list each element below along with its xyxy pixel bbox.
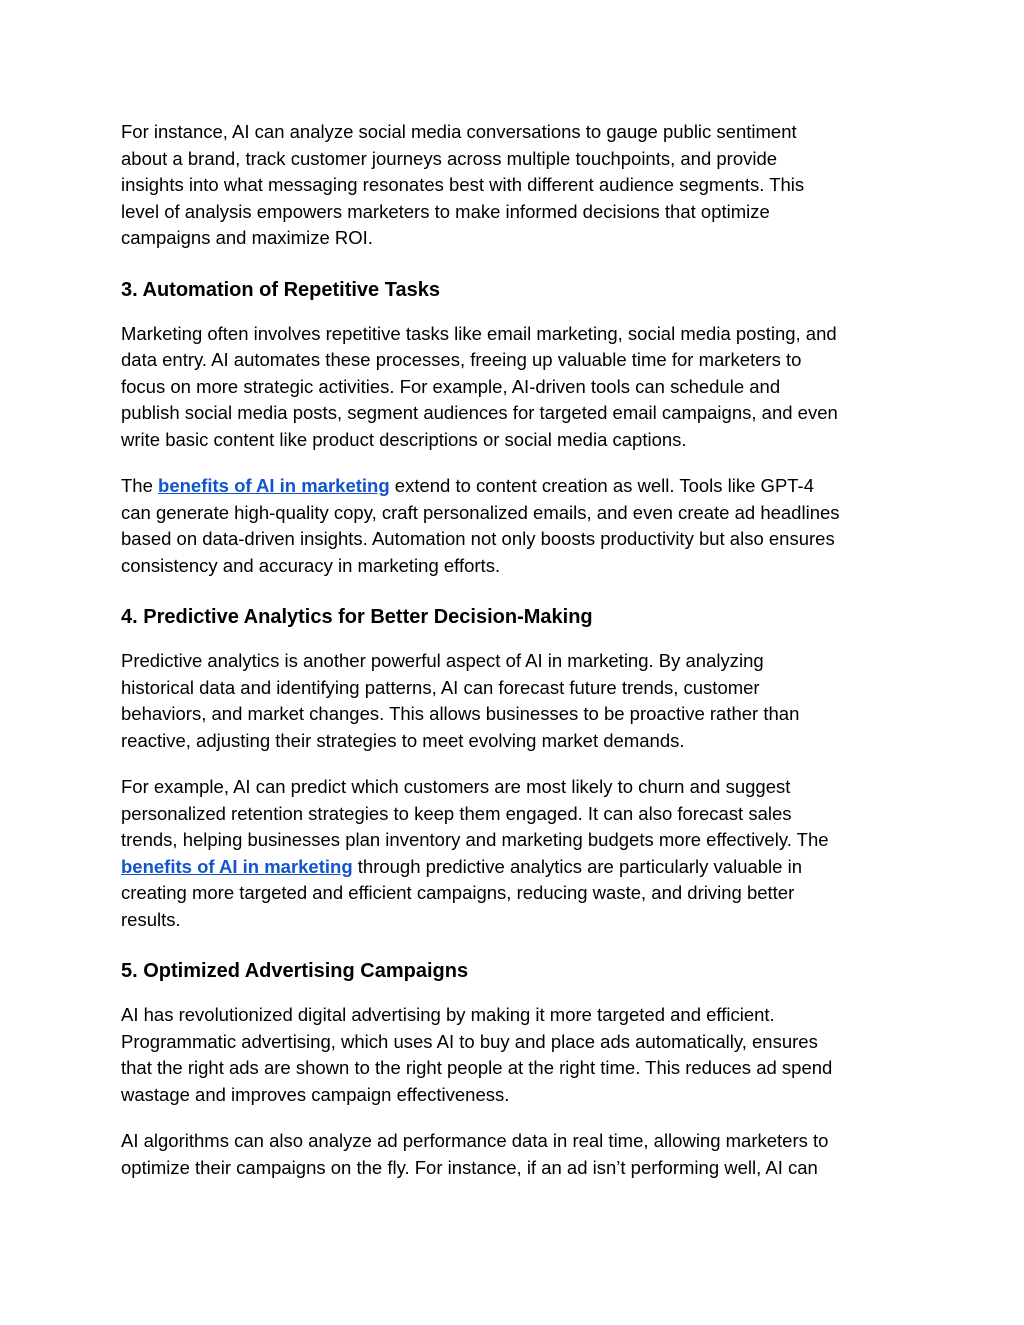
- text-line: campaigns and maximize ROI.: [121, 227, 373, 248]
- paragraph-content-creation: [121, 473, 911, 579]
- paragraph-churn-prediction: [121, 774, 911, 933]
- text-line: focus on more strategic activities. For example, AI-driven tools can schedule and: [121, 375, 781, 397]
- text-line: historical data and identifying patterns, AI can forecast future trends, customer: [121, 676, 760, 698]
- text-line: creating more targeted and efficient campaigns, reducing waste, and driving better: [121, 882, 795, 903]
- text-line: For instance, AI can analyze social media conversations to gauge public sentiment: [121, 121, 797, 142]
- text-line: AI algorithms can also analyze ad performance data in real time, allowing marketers to: [121, 1130, 829, 1151]
- text-line: Programmatic advertising, which uses AI to buy and place ads automatically, ensures: [121, 1030, 818, 1052]
- paragraph-sentiment-analysis: [121, 119, 911, 252]
- text-fragment: The: [121, 475, 159, 496]
- text-line: publish social media posts, segment audiences for targeted email campaigns, and even: [121, 402, 838, 423]
- text-fragment: extend to content creation as well. Tools like GPT-4: [389, 475, 815, 496]
- benefits-ai-marketing-link[interactable]: benefits of AI in marketing: [121, 855, 353, 877]
- text-line: about a brand, track customer journeys across multiple touchpoints, and provide: [121, 147, 778, 169]
- text-line: write basic content like product descriptions or social media captions.: [121, 428, 687, 450]
- text-line: reactive, adjusting their strategies to meet evolving market demands.: [121, 729, 685, 751]
- section-heading-predictive-analytics: 4. Predictive Analytics for Better Decision-Making: [121, 606, 593, 628]
- text-line: results.: [121, 908, 181, 930]
- text-line: Marketing often involves repetitive tasks like email marketing, social media posting, and: [121, 322, 837, 344]
- text-line: optimize their campaigns on the fly. For instance, if an ad isn’t performing well, AI can: [121, 1156, 818, 1178]
- paragraph-programmatic-advertising: [121, 1002, 911, 1108]
- paragraph-predictive-analytics: [121, 648, 911, 754]
- text-fragment: through predictive analytics are particularly valuable in: [352, 855, 802, 877]
- text-line: wastage and improves campaign effectiveness.: [121, 1083, 510, 1105]
- text-line: For example, AI can predict which customers are most likely to churn and suggest: [121, 776, 791, 797]
- section-heading-automation: 3. Automation of Repetitive Tasks: [121, 278, 440, 301]
- text-line: personalized retention strategies to keep them engaged. It can also forecast sales: [121, 802, 792, 824]
- text-line: that the right ads are shown to the right people at the right time. This reduces ad spend: [121, 1057, 833, 1078]
- text-line: based on data-driven insights. Automation not only boosts productivity but also ensures: [121, 528, 835, 549]
- text-line: trends, helping businesses plan inventory and marketing budgets more effectively. The: [121, 829, 829, 850]
- text-line: consistency and accuracy in marketing efforts.: [121, 554, 501, 576]
- benefits-ai-marketing-link[interactable]: benefits of AI in marketing: [158, 475, 390, 496]
- text-line: insights into what messaging resonates best with different audience segments. This: [121, 174, 805, 195]
- paragraph-ad-performance: [121, 1128, 911, 1181]
- paragraph-automation: [121, 321, 911, 454]
- text-line: can generate high-quality copy, craft personalized emails, and even create ad headlines: [121, 501, 840, 523]
- text-line: level of analysis empowers marketers to make informed decisions that optimize: [121, 200, 770, 222]
- text-line: Predictive analytics is another powerful aspect of AI in marketing. By analyzing: [121, 650, 764, 671]
- text-line: data entry. AI automates these processes, freeing up valuable time for marketers to: [121, 349, 802, 370]
- section-heading-advertising: 5. Optimized Advertising Campaigns: [121, 960, 469, 982]
- text-line: AI has revolutionized digital advertising by making it more targeted and efficient.: [121, 1004, 775, 1025]
- text-line: [121, 473, 911, 500]
- text-line: [121, 854, 911, 881]
- document-page: [121, 119, 911, 1201]
- text-line: behaviors, and market changes. This allows businesses to be proactive rather than: [121, 703, 800, 724]
